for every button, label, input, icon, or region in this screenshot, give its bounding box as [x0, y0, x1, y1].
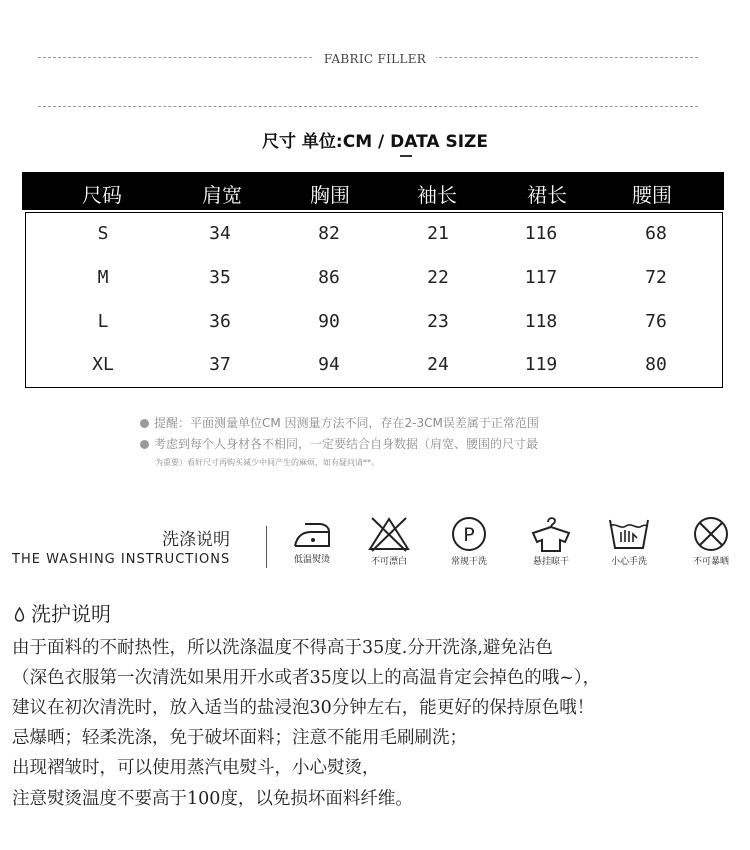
care-line: 建议在初次清洗时，放入适当的盐浸泡30分钟左右，能更好的保持原色哦！: [12, 698, 595, 718]
size-table-body: [25, 212, 723, 388]
table-cell: 117: [524, 267, 558, 288]
size-table-title: 尺寸 单位:CM / DATA SIZE: [262, 132, 488, 152]
hand-wash-icon: [606, 516, 652, 552]
title-underline: [400, 155, 412, 157]
washing-title: 洗涤说明: [162, 530, 230, 550]
table-cell: 82: [318, 223, 340, 244]
table-cell: 119: [524, 354, 558, 375]
section-divider: [38, 106, 698, 107]
svg-text:P: P: [463, 524, 475, 546]
table-cell: 72: [645, 267, 667, 288]
table-cell: 80: [645, 354, 667, 375]
column-header-sleeve: 袖长: [417, 183, 457, 207]
wash-instruction-no-bleach: 不可漂白: [356, 516, 422, 572]
iron-icon: [289, 516, 335, 550]
dry-clean-icon: [449, 516, 489, 552]
table-cell: 34: [209, 223, 231, 244]
water-drop-icon: [14, 607, 25, 622]
care-title: 洗护说明: [14, 598, 111, 627]
sizing-advice-note: 考虑到每个人身材各不相同，一定要结合自身数据（肩宽、腰围的尺寸最: [140, 435, 538, 452]
column-header-skirt-length: 裙长: [527, 183, 567, 207]
column-header-shoulder: 肩宽: [202, 183, 242, 207]
wash-instruction-hang-dry: 悬挂晾干: [518, 516, 584, 572]
table-cell: 37: [209, 354, 231, 375]
table-cell: 36: [209, 311, 231, 332]
care-line: （深色衣服第一次清洗如果用开水或者35度以上的高温肯定会掉色的哦~），: [12, 668, 601, 688]
wash-instruction-no-sun-dry: 不可暴晒: [678, 516, 744, 572]
table-cell: 118: [524, 311, 558, 332]
table-cell: 86: [318, 267, 340, 288]
sizing-advice-note-continued: 为重要）看好尺寸再购买减少中间产生的麻烦，如有疑问请**。: [155, 458, 379, 467]
column-header-bust: 胸围: [310, 183, 350, 207]
column-header-waist: 腰围: [632, 183, 672, 207]
wash-instruction-dry-clean: P 常规干洗: [436, 516, 502, 572]
no-bleach-icon: [366, 516, 412, 552]
table-cell: S: [97, 223, 109, 244]
table-cell: XL: [92, 354, 114, 375]
care-line: 出现褶皱时，可以使用蒸汽电熨斗，小心熨烫，: [12, 758, 380, 778]
bullet-icon: [140, 440, 149, 449]
care-line: 忌爆晒；轻柔洗涤，免于破坏面料；注意不能用毛刷刷洗；: [12, 728, 467, 748]
table-cell: 23: [427, 311, 449, 332]
table-cell: 22: [427, 267, 449, 288]
bullet-icon: [140, 419, 149, 428]
table-cell: 90: [318, 311, 340, 332]
care-line: 注意熨烫温度不要高于100度，以免损坏面料纤维。: [12, 789, 413, 809]
measurement-note: 提醒：平面测量单位CM 因测量方法不同，存在2-3CM误差属于正常范围: [140, 414, 539, 431]
washing-divider: [266, 526, 267, 568]
table-cell: 116: [524, 223, 558, 244]
wash-instruction-iron: 低温熨烫: [279, 516, 345, 572]
fabric-label: FABRIC FILLER: [0, 48, 750, 67]
table-cell: 94: [318, 354, 340, 375]
wash-instruction-hand-wash: 小心手洗: [596, 516, 662, 572]
table-cell: 76: [645, 311, 667, 332]
no-sun-dry-icon: [691, 516, 731, 552]
table-cell: 24: [427, 354, 449, 375]
table-cell: 35: [209, 267, 231, 288]
column-header-size: 尺码: [82, 183, 122, 207]
washing-title-english: THE WASHING INSTRUCTIONS: [12, 552, 231, 567]
hang-dry-icon: [528, 516, 574, 552]
table-cell: 68: [645, 223, 667, 244]
table-cell: 21: [427, 223, 449, 244]
table-cell: L: [97, 311, 109, 332]
size-table-header: [22, 172, 724, 210]
care-line: 由于面料的不耐热性，所以洗涤温度不得高于35度.分开洗涤,避免沾色: [12, 638, 553, 658]
table-cell: M: [97, 267, 109, 288]
